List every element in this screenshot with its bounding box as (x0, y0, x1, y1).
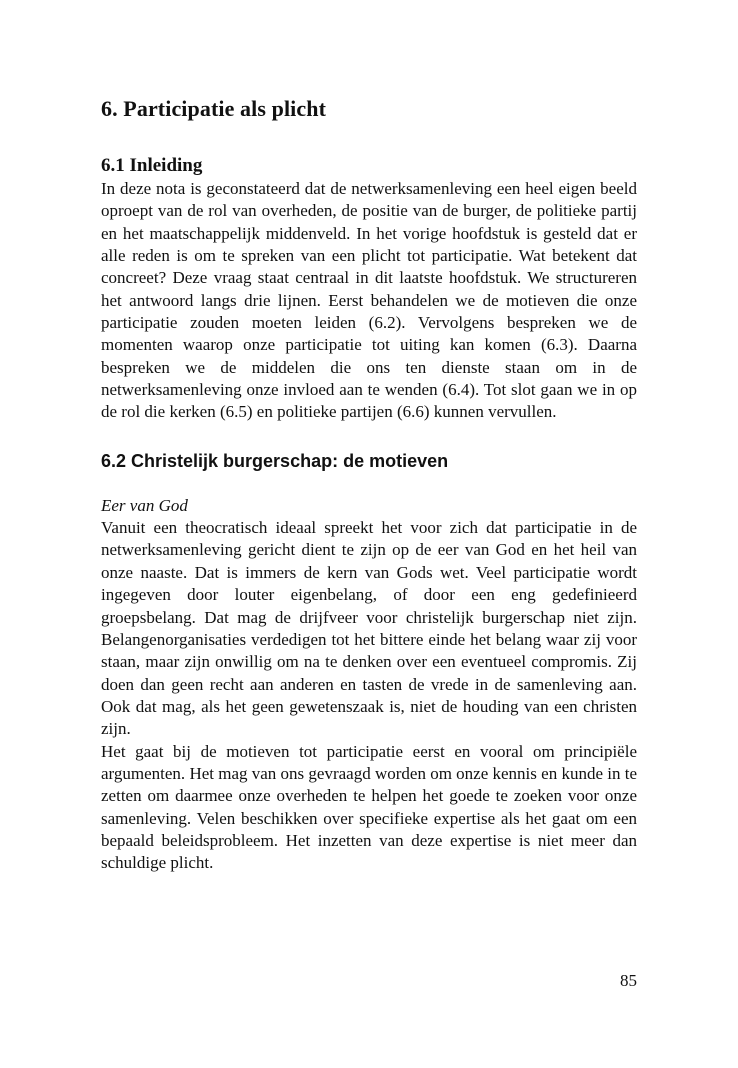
section-paragraph-motieven-1: Vanuit een theocratisch ideaal spreekt het voor zich dat participatie in de netwerksamenleving gericht dient te zijn op de eer van God en het heil van onze naaste. Dat is immers de kern van Gods wet. Veel participatie wordt ingegeven door louter eigenbelang, of door een eng gedefinieerd groepsbelang. Dat mag de drijfveer voor christelijk burgerschap niet zijn. Belangenorganisaties verdedigen tot het bittere einde het belang waar zij voor staan, maar zijn onwillig om na te denken over een eventueel compromis. Zij doen dan geen recht aan anderen en tasten de vrede in de samenleving aan. Ook dat mag, als het geen gewetenszaak is, niet de houding van een christen zijn. (101, 518, 637, 739)
page-body (101, 94, 637, 875)
section-title-christelijk-burgerschap: 6.2 Christelijk burgerschap: de motieven (101, 450, 449, 471)
chapter-title: 6. Participatie als plicht (101, 96, 327, 121)
section-paragraph-inleiding: In deze nota is geconstateerd dat de netwerksamenleving een heel eigen beeld oproept van de rol van overheden, de positie van de burger, de politieke partij en het maatschappelijk middenveld. In het vorige hoofdstuk is gesteld dat er alle reden is om te spreken van een plicht tot participatie. Wat betekent dat concreet? Deze vraag staat centraal in dit laatste hoofdstuk. We structureren het antwoord langs drie lijnen. Eerst behandelen we de motieven die onze participatie zouden moeten leiden (6.2). Vervolgens bespreken we de momenten waarop onze participatie tot uiting kan komen (6.3). Daarna bespreken we de middelen die ons ten dienste staan om in de netwerksamenleving onze invloed aan te wenden (6.4). Tot slot gaan we in op de rol die kerken (6.5) en politieke partijen (6.6) kunnen vervullen. (101, 179, 637, 422)
section-title-inleiding: 6.1 Inleiding (101, 155, 203, 176)
section-paragraph-motieven-2: Het gaat bij de motieven tot participatie eerst en vooral om principiële argumenten. Het mag van ons gevraagd worden om onze kennis en kunde in te zetten om daarmee onze overheden te helpen het goede te zoeken voor onze samenleving. Velen beschikken over specifieke expertise als het gaat om een bepaald beleidsprobleem. Het inzetten van deze expertise is niet meer dan schuldige plicht. (101, 741, 637, 873)
page-number: 85 (620, 971, 637, 990)
subheading-eer-van-god: Eer van God (101, 495, 188, 515)
